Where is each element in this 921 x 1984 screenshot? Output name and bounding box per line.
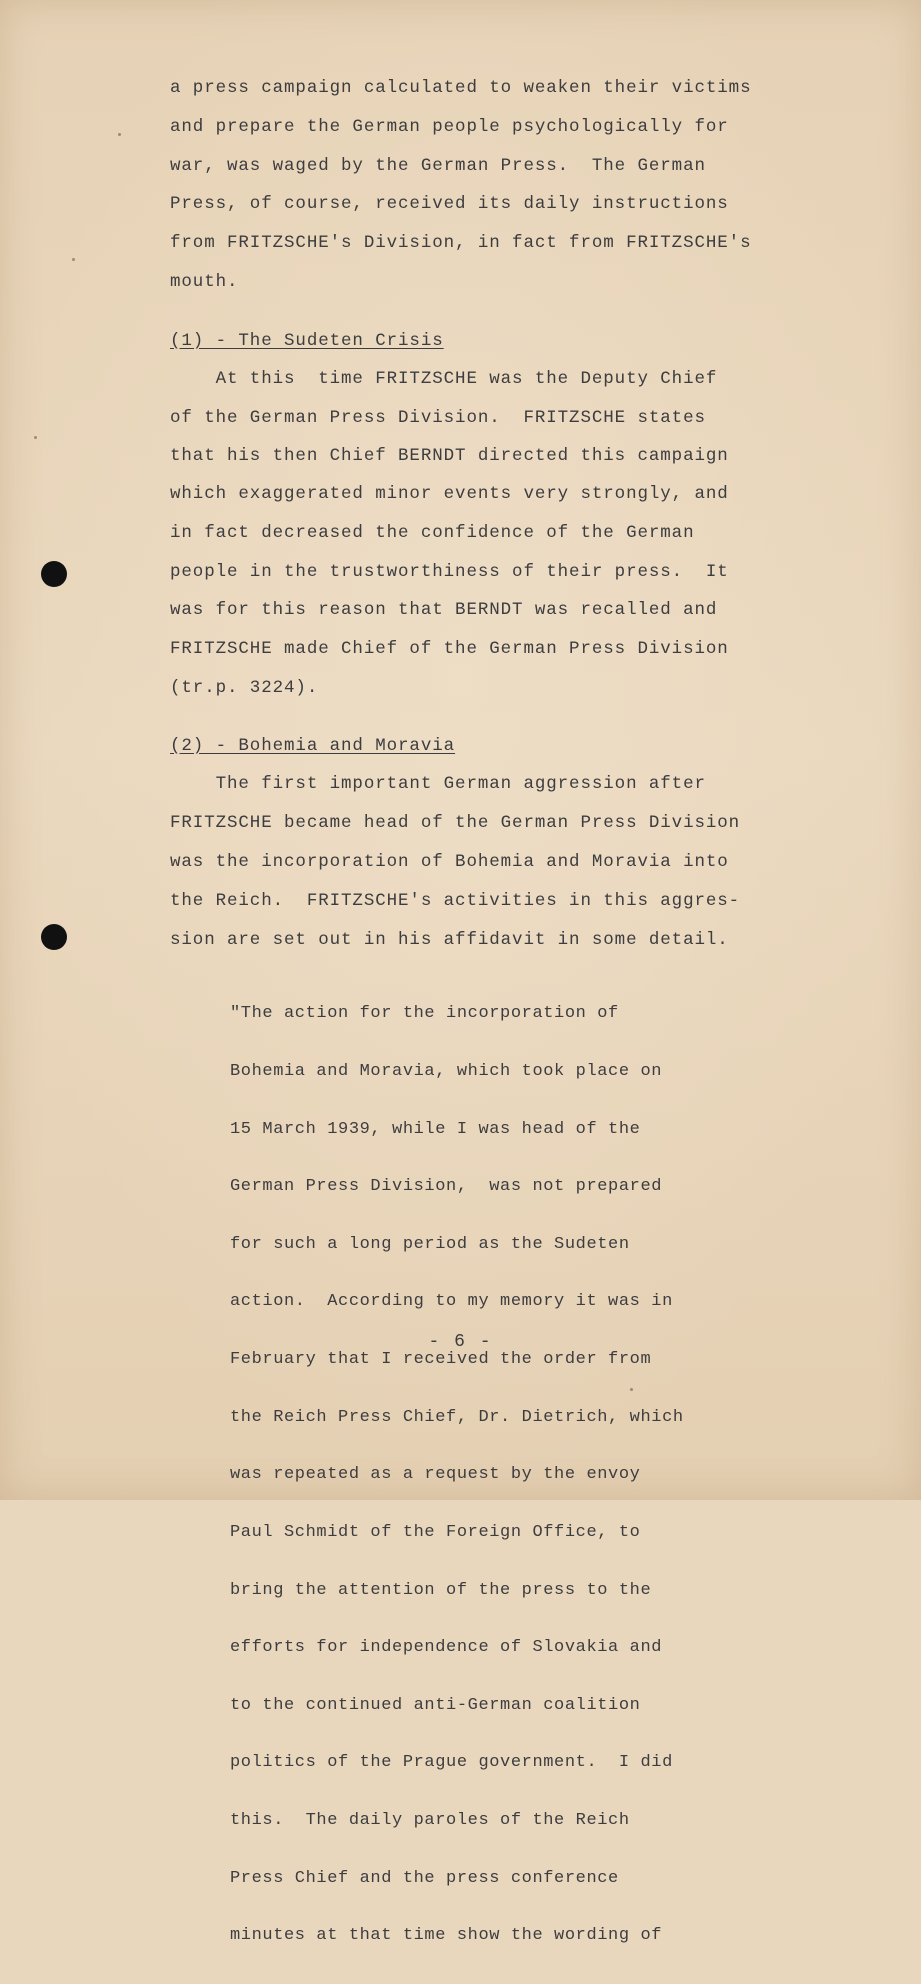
quote-line: "The action for the incorporation of	[230, 1004, 619, 1024]
intro-line: war, was waged by the German Press. The German	[170, 156, 706, 176]
quote-line: 15 March 1939, while I was head of the	[230, 1119, 641, 1139]
quote-line: the Reich Press Chief, Dr. Dietrich, which	[230, 1407, 684, 1427]
punch-hole	[41, 561, 67, 587]
paper-speck	[34, 436, 37, 439]
section-heading-bohemia-moravia: (2) - Bohemia and Moravia	[170, 736, 456, 756]
body-line: the Reich. FRITZSCHE's activities in this aggres-	[170, 891, 741, 911]
quote-line: for such a long period as the Sudeten	[230, 1234, 630, 1254]
body-line: FRITZSCHE became head of the German Press Division	[170, 813, 741, 833]
section-heading-sudeten-crisis: (1) - The Sudeten Crisis	[170, 331, 444, 351]
body-line: people in the trustworthiness of their press. It	[170, 562, 729, 582]
page-number: - 6 -	[428, 1332, 493, 1352]
quote-line: Paul Schmidt of the Foreign Office, to	[230, 1522, 641, 1542]
punch-hole	[41, 924, 67, 950]
quote-line: Bohemia and Moravia, which took place on	[230, 1062, 663, 1082]
quote-line: was repeated as a request by the envoy	[230, 1465, 641, 1485]
body-line: The first important German aggression after	[170, 774, 706, 794]
quote-line: efforts for independence of Slovakia and	[230, 1638, 663, 1658]
paper-speck	[118, 133, 121, 136]
paper-speck	[72, 258, 75, 261]
quote-line: politics of the Prague government. I did	[230, 1753, 673, 1773]
intro-line: a press campaign calculated to weaken their victims	[170, 78, 752, 98]
body-line: that his then Chief BERNDT directed this campaign	[170, 446, 729, 466]
affidavit-quote	[230, 966, 684, 1984]
quote-line: February that I received the order from	[230, 1350, 652, 1370]
body-line: sion are set out in his affidavit in some detail.	[170, 930, 729, 950]
body-line: of the German Press Division. FRITZSCHE states	[170, 408, 706, 428]
quote-line: German Press Division, was not prepared	[230, 1177, 663, 1197]
body-line: FRITZSCHE made Chief of the German Press Division	[170, 639, 729, 659]
quote-line: Press Chief and the press conference	[230, 1868, 619, 1888]
body-line: which exaggerated minor events very strongly, and	[170, 484, 729, 504]
quote-line: this. The daily paroles of the Reich	[230, 1810, 630, 1830]
body-line: (tr.p. 3224).	[170, 678, 319, 698]
quote-line: action. According to my memory it was in	[230, 1292, 673, 1312]
quote-line: minutes at that time show the wording of	[230, 1926, 663, 1946]
body-line: was for this reason that BERNDT was recalled and	[170, 600, 718, 620]
intro-line: and prepare the German people psychologically for	[170, 117, 729, 137]
body-line: was the incorporation of Bohemia and Moravia into	[170, 852, 729, 872]
intro-line: from FRITZSCHE's Division, in fact from FRITZSCHE's	[170, 233, 752, 253]
body-line: in fact decreased the confidence of the German	[170, 523, 695, 543]
quote-line: to the continued anti-German coalition	[230, 1695, 641, 1715]
body-line: At this time FRITZSCHE was the Deputy Chief	[170, 369, 718, 389]
quote-line: bring the attention of the press to the	[230, 1580, 652, 1600]
intro-line: mouth.	[170, 272, 239, 292]
intro-line: Press, of course, received its daily instructions	[170, 194, 729, 214]
